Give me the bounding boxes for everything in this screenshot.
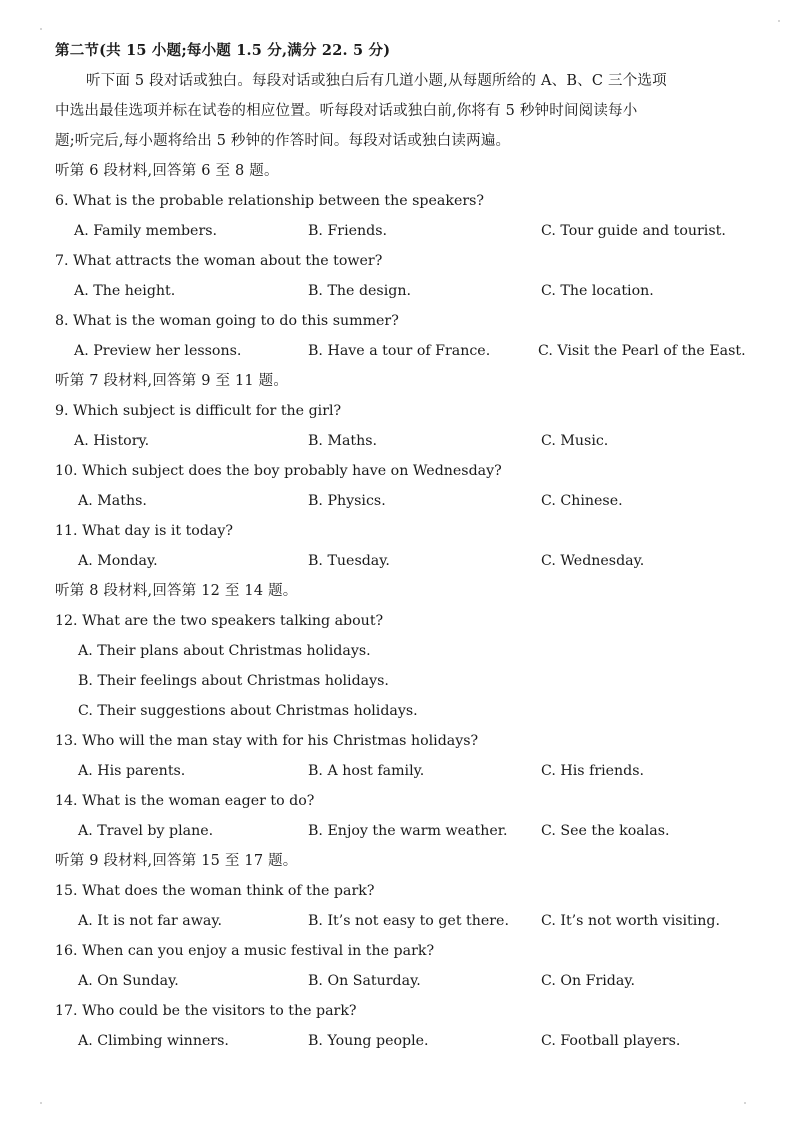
- group-header: 听第 8 段材料,回答第 12 至 14 题。: [55, 583, 298, 599]
- option-b[interactable]: B. Tuesday.: [308, 553, 390, 569]
- option-c[interactable]: C. Football players.: [541, 1033, 681, 1049]
- option-a[interactable]: A. Their plans about Christmas holidays.: [78, 643, 371, 659]
- option-b[interactable]: B. Physics.: [308, 493, 386, 509]
- option-b[interactable]: B. Their feelings about Christmas holidays.: [78, 673, 389, 689]
- option-a[interactable]: A. His parents.: [78, 763, 186, 779]
- group-header: 听第 9 段材料,回答第 15 至 17 题。: [55, 853, 298, 869]
- option-c[interactable]: C. It’s not worth visiting.: [541, 913, 721, 929]
- group-header: 听第 6 段材料,回答第 6 至 8 题。: [55, 163, 279, 179]
- option-b[interactable]: B. A host family.: [308, 763, 425, 779]
- option-c[interactable]: C. See the koalas.: [541, 823, 670, 839]
- instructions-line: 听下面 5 段对话或独白。每段对话或独白后有几道小题,从每题所给的 A、B、C 三个选项: [86, 73, 667, 89]
- option-a[interactable]: A. On Sunday.: [78, 973, 179, 989]
- option-b[interactable]: B. The design.: [308, 283, 411, 299]
- option-a[interactable]: A. Travel by plane.: [78, 823, 214, 839]
- question-stem: 10. Which subject does the boy probably have on Wednesday?: [55, 463, 502, 479]
- option-c[interactable]: C. Visit the Pearl of the East.: [538, 343, 746, 359]
- option-a[interactable]: A. Preview her lessons.: [74, 343, 242, 359]
- option-a[interactable]: A. Maths.: [78, 493, 147, 509]
- question-stem: 14. What is the woman eager to do?: [55, 793, 315, 809]
- option-c[interactable]: C. Wednesday.: [541, 553, 645, 569]
- scan-speck: [40, 28, 42, 30]
- question-stem: 17. Who could be the visitors to the park?: [55, 1003, 357, 1019]
- option-b[interactable]: B. Maths.: [308, 433, 378, 449]
- question-stem: 15. What does the woman think of the park?: [55, 883, 375, 899]
- option-a[interactable]: A. Climbing winners.: [78, 1033, 229, 1049]
- question-stem: 6. What is the probable relationship between the speakers?: [55, 193, 485, 209]
- option-c[interactable]: C. On Friday.: [541, 973, 635, 989]
- group-header: 听第 7 段材料,回答第 9 至 11 题。: [55, 373, 289, 389]
- option-b[interactable]: B. It’s not easy to get there.: [308, 913, 509, 929]
- option-a[interactable]: A. The height.: [74, 283, 176, 299]
- instructions-line: 题;听完后,每小题将给出 5 秒钟的作答时间。每段对话或独白读两遍。: [55, 133, 511, 149]
- option-c[interactable]: C. His friends.: [541, 763, 645, 779]
- question-stem: 9. Which subject is difficult for the girl?: [55, 403, 342, 419]
- option-a[interactable]: A. Monday.: [78, 553, 158, 569]
- option-b[interactable]: B. On Saturday.: [308, 973, 421, 989]
- option-c[interactable]: C. The location.: [541, 283, 654, 299]
- option-b[interactable]: B. Enjoy the warm weather.: [308, 823, 508, 839]
- question-stem: 7. What attracts the woman about the tower?: [55, 253, 383, 269]
- question-stem: 13. Who will the man stay with for his Christmas holidays?: [55, 733, 479, 749]
- option-c[interactable]: C. Music.: [541, 433, 609, 449]
- option-b[interactable]: B. Young people.: [308, 1033, 429, 1049]
- option-b[interactable]: B. Friends.: [308, 223, 388, 239]
- section-header: 第二节(共 15 小题;每小题 1.5 分,满分 22. 5 分): [55, 42, 391, 59]
- question-stem: 12. What are the two speakers talking about?: [55, 613, 384, 629]
- option-c[interactable]: C. Chinese.: [541, 493, 623, 509]
- scan-speck: [40, 1102, 42, 1104]
- option-a[interactable]: A. Family members.: [74, 223, 218, 239]
- option-c[interactable]: C. Their suggestions about Christmas holidays.: [78, 703, 418, 719]
- option-a[interactable]: A. It is not far away.: [78, 913, 223, 929]
- option-b[interactable]: B. Have a tour of France.: [308, 343, 491, 359]
- scan-speck: [744, 1102, 746, 1104]
- option-c[interactable]: C. Tour guide and tourist.: [541, 223, 726, 239]
- instructions-line: 中选出最佳选项并标在试卷的相应位置。听每段对话或独白前,你将有 5 秒钟时间阅读每小: [55, 103, 638, 119]
- question-stem: 16. When can you enjoy a music festival in the park?: [55, 943, 435, 959]
- question-stem: 11. What day is it today?: [55, 523, 234, 539]
- scan-speck: [778, 20, 780, 22]
- option-a[interactable]: A. History.: [74, 433, 150, 449]
- question-stem: 8. What is the woman going to do this summer?: [55, 313, 399, 329]
